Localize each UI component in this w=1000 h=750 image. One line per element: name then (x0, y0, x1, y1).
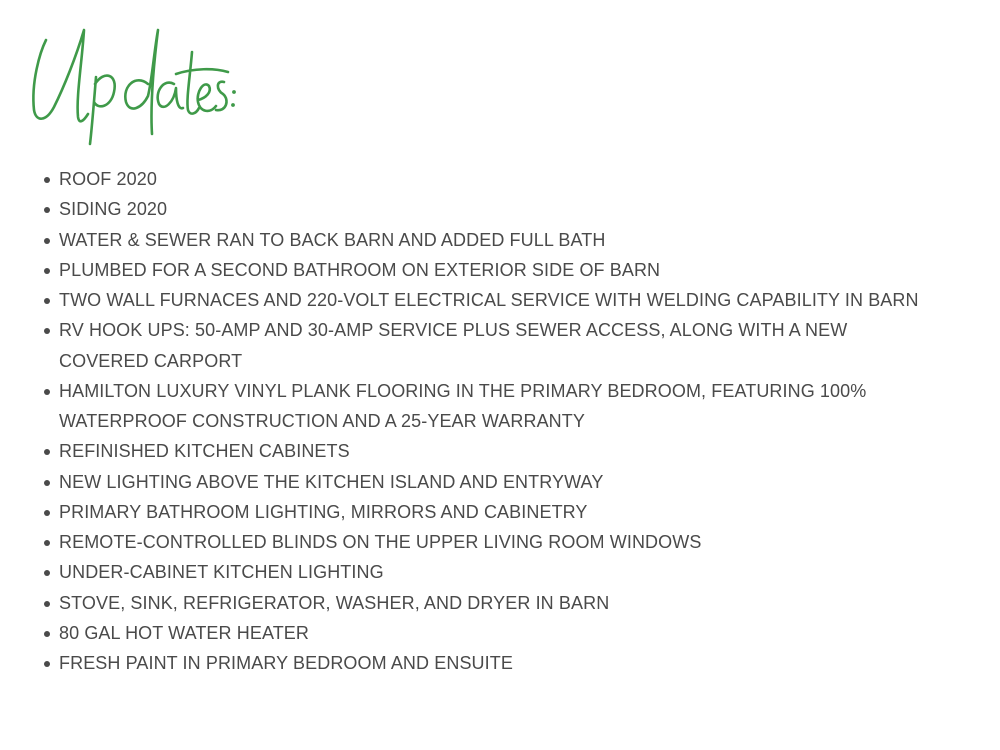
bullet-icon (44, 540, 50, 546)
list-item-text: TWO WALL FURNACES AND 220-VOLT ELECTRICAL SERVICE WITH WELDING CAPABILITY IN BARN (59, 290, 919, 310)
list-item-text: 80 GAL HOT WATER HEATER (59, 622, 310, 643)
list-item-text: SIDING 2020 (59, 199, 168, 220)
bullet-icon (44, 631, 50, 637)
bullet-icon (44, 298, 50, 304)
list-item-text: REMOTE-CONTROLLED BLINDS ON THE UPPER LIVING ROOM WINDOWS (59, 532, 702, 552)
list-item (41, 376, 941, 437)
bullet-icon (44, 570, 50, 576)
list-item (41, 588, 941, 618)
bullet-icon (44, 238, 50, 244)
list-item (41, 225, 941, 255)
list-item (41, 194, 941, 224)
list-item-text: ROOF 2020 (59, 169, 157, 189)
updates-list (41, 164, 941, 678)
list-item-text: PRIMARY BATHROOM LIGHTING, MIRRORS AND CABINETRY (59, 501, 588, 522)
bullet-icon (44, 480, 50, 486)
bullet-icon (44, 389, 50, 395)
list-item-text: REFINISHED KITCHEN CABINETS (59, 441, 350, 462)
list-item-text: PLUMBED FOR A SECOND BATHROOM ON EXTERIOR SIDE OF BARN (59, 259, 661, 280)
page-title (26, 22, 241, 147)
list-item (41, 436, 941, 466)
list-item-text: RV HOOK UPS: 50-AMP AND 30-AMP SERVICE PLUS SEWER ACCESS, ALONG WITH A NEW COVERED CARPORT (59, 320, 848, 371)
bullet-icon (44, 510, 50, 516)
bullet-icon (44, 268, 50, 274)
list-item-text: FRESH PAINT IN PRIMARY BEDROOM AND ENSUITE (59, 653, 513, 673)
list-item (41, 527, 941, 557)
list-item (41, 467, 941, 497)
list-item (41, 618, 941, 648)
bullet-icon (44, 328, 50, 334)
bullet-icon (44, 601, 50, 607)
bullet-icon (44, 177, 50, 183)
bullet-icon (44, 449, 50, 455)
list-item (41, 497, 941, 527)
bullet-icon (44, 661, 50, 667)
list-item-text: NEW LIGHTING ABOVE THE KITCHEN ISLAND AND ENTRYWAY (59, 471, 604, 492)
list-item (41, 164, 941, 194)
list-item-text: WATER & SEWER RAN TO BACK BARN AND ADDED FULL BATH (59, 229, 606, 250)
script-title-graphic (26, 22, 241, 147)
list-item (41, 557, 941, 587)
list-item-text: UNDER-CABINET KITCHEN LIGHTING (59, 562, 384, 583)
list-item (41, 255, 941, 285)
bullet-icon (44, 207, 50, 213)
list-item (41, 648, 941, 678)
list-item-text: STOVE, SINK, REFRIGERATOR, WASHER, AND DRYER IN BARN (59, 592, 610, 613)
list-item (41, 285, 941, 315)
list-item (41, 315, 941, 376)
list-item-text: HAMILTON LUXURY VINYL PLANK FLOORING IN THE PRIMARY BEDROOM, FEATURING 100% WATERPROOF CONSTRUCTION AND A 25-YEAR WARRANTY (59, 380, 867, 431)
